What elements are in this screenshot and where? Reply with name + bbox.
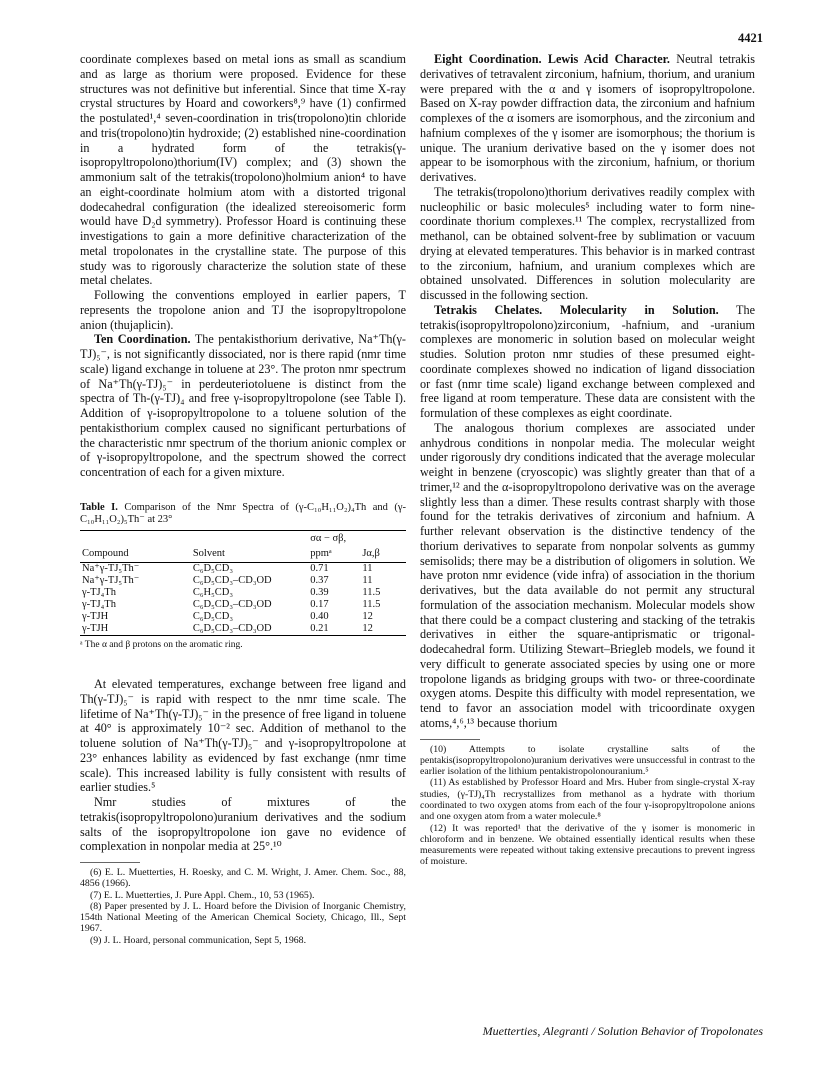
table-row xyxy=(80,563,406,576)
table-cell: γ-TJ₄Th xyxy=(82,599,116,611)
table-cell: C₆D₅CD₃ xyxy=(192,611,233,623)
table-cell: γ-TJ₄Th xyxy=(82,587,116,599)
table-cell: γ-TJH xyxy=(82,623,109,635)
table-title: Comparison of the Nmr Spectra of (γ-C₁₀H₁₁O₂)₄Th and (γ-C₁₀H₁₁O₂)₅Th⁻ at 23° xyxy=(80,501,406,525)
section-heading: Ten Coordination. xyxy=(94,332,191,347)
nmr-table xyxy=(80,530,406,637)
table-cell: C₆D₅CD₃–CD₃OD xyxy=(192,599,272,611)
table-cell: 11.5 xyxy=(362,587,381,599)
table-cell: 0.21 xyxy=(310,623,329,635)
body-paragraph: The tetrakis(tropolono)thorium derivatives readily complex with nucleophilic or basic molecules⁵ including water to form nine-coordinate thorium complexes.¹¹ The complex, recrystallized from methanol, can be obtained solvent-free by sublimation or vacuum drying at elevated temperatures. This behavior is in marked contrast to the zirconium, hafnium, and uranium complexes which are obtained unsolvated. Differences in solution molecularity are discussed in the following section. xyxy=(420,184,755,302)
footnote: (11) As established by Professor Hoard and Mrs. Huber from single-crystal X-ray studies, (γ-TJ)₄Th recrystallizes from methanol as a hydrate with thorium coordinated to two oxygen atoms from each of the four γ-isopropyltropolone anions and one oxygen atom from a water molecule.⁸ xyxy=(420,777,755,823)
table-cell: C₆H₅CD₃ xyxy=(192,587,233,599)
table-cell: γ-TJH xyxy=(82,611,109,623)
footnote: (10) Attempts to isolate crystalline salts of the pentakis(isopropyltropolono)uranium derivatives were unsuccessful in contrast to the earlier isolation of the lithium pentakistropolonouranium.⁵ xyxy=(420,743,755,778)
table-cell: 12 xyxy=(362,611,373,623)
footnote: (8) Paper presented by J. L. Hoard before the Division of Inorganic Chemistry, 154th National Meeting of the American Chemical Society, Chicago, Ill., Sept 1967. xyxy=(80,900,406,935)
table-cell: 0.40 xyxy=(310,611,329,623)
running-footer: Muetterties, Alegranti / Solution Behavior of Tropolonates xyxy=(482,1024,763,1038)
body-paragraph: Nmr studies of mixtures of the tetrakis(isopropyltropolono)uranium derivatives and the sodium salts of the isopropyltropolone ion gave no evidence of complexation in nonpolar media at 25°.¹⁰ xyxy=(80,795,406,854)
table-caption xyxy=(80,502,406,526)
table-cell: 0.71 xyxy=(310,563,329,575)
body-paragraph: At elevated temperatures, exchange between free ligand and Th(γ-TJ)₅⁻ is rapid with respect to the nmr time scale. The lifetime of Na⁺Th(γ-TJ)₅⁻ in the presence of free ligand in toluene at 40° is approximately 10⁻² sec. Addition of methanol to the toluene solution of Na⁺Th(γ-TJ)₅⁻ and γ-isopropyltropolone at 23° enhances lability as evidenced by fast exchange (nmr time scale). This increased lability is fully consistent with results of earlier studies.⁵ xyxy=(80,677,406,795)
table-row xyxy=(80,623,406,636)
right-column xyxy=(420,52,755,868)
footnote: (6) E. L. Muetterties, H. Roesky, and C. M. Wright, J. Amer. Chem. Soc., 88, 4856 (1966). xyxy=(80,867,406,890)
table-cell: C₆D₅CD₃–CD₃OD xyxy=(192,575,272,587)
table-cell: Na⁺γ-TJ₅Th⁻ xyxy=(82,563,140,575)
section-paragraph xyxy=(420,52,755,185)
footnote: (12) It was reported¹ that the derivative of the γ isomer is monomeric in chloroform and in benzene. We obtained essentially identical results when these measurements were repeated without taking extensive precautions to prevent ingress of moisture. xyxy=(420,822,755,868)
table-cell: C₆D₅CD₃–CD₃OD xyxy=(192,623,272,635)
table-cell: 11 xyxy=(362,575,373,587)
table-cell: Na⁺γ-TJ₅Th⁻ xyxy=(82,575,140,587)
table-cell: 12 xyxy=(362,623,373,635)
table-footnote: ᵃ The α and β protons on the aromatic ring. xyxy=(80,640,243,651)
table-cell: 11.5 xyxy=(362,599,381,611)
table-row xyxy=(80,599,406,611)
table-cell: 0.39 xyxy=(310,587,329,599)
table-header: Compound xyxy=(82,547,129,559)
section-paragraph xyxy=(80,332,406,480)
footnote-divider xyxy=(80,862,140,863)
table-cell: 0.17 xyxy=(310,599,329,611)
table-row xyxy=(80,611,406,623)
table-cell: 11 xyxy=(362,563,373,575)
table-header: σα − σβ, ppmᵃ xyxy=(310,532,347,559)
body-paragraph: The analogous thorium complexes are associated under anhydrous conditions in nonpolar media. The molecular weight under rigorously dry conditions indicated that the average molecular weight in benzene (cryoscopic) was slightly greater than that of a trimer,¹² and the α-isopropyltropolono derivative was on the average slightly less than a dimer. These results contrast sharply with those found for the tetrakis derivatives of zirconium and hafnium. A further relevant observation is the distinctive tendency of the thorium derivatives to separate from nonpolar solvents as gummy semisolids; there may be a distribution of oligomers in solution. We have proton nmr evidence (vide infra) of association in the thorium derivatives, but the data available do not permit any structural formulation of the association mechanism. Molecular models show that there could be a compact clustering and stacking of the tetrakis derivatives in either the square-antiprismatic or trigonal-dodecahedral form. Utilizing Stewart–Briegleb models, we found it very difficult to generate associated species by using one or more tropolone ligands as bridging groups with two- or three-coordinate oxygen atoms. Despite this difficulty with model representation, we tend to favor an association model with tricoordinate oxygen atoms,⁴,⁶,¹³ because thorium xyxy=(420,420,755,730)
table-row xyxy=(80,587,406,599)
table-cell: C₆D₅CD₃ xyxy=(192,563,233,575)
footnotes xyxy=(80,867,406,946)
table-label: Table I. xyxy=(80,501,118,513)
table-header: Jα,β xyxy=(362,547,380,559)
table-cell: 0.37 xyxy=(310,575,329,587)
table-row xyxy=(80,575,406,587)
body-paragraph: coordinate complexes based on metal ions as small as scandium and as large as thorium were proposed. Evidence for these structures was not definitive but inferential. Since that time X-ray crystal structures by Hoard and coworkers⁸,⁹ have (1) confirmed the postulated¹,⁴ seven-coordination in tris(tropolono)tin chloride and tris(tropolono)tin hydroxide; (2) established nine-coordination in a hydrated form of the tetrakis(γ-isopropyltropolono)thorium(IV) complex; and (3) shown the ammonium salt of the tetrakis(tropolono)holmium anion⁴ to have an eight-coordinate holmium atom with a distorted trigonal dodecahedral configuration (the idealized stereoisomeric form would have D₂d symmetry). Professor Hoard is continuing these investigations to gain a more definitive characterization of the metal tropolonates in the crystalline state. The purpose of this study was to rigorously characterize the solution state of these metal chelates. xyxy=(80,52,406,288)
footnotes xyxy=(420,744,755,868)
table-header-row xyxy=(80,530,406,563)
section-heading: Eight Coordination. Lewis Acid Character. xyxy=(434,52,670,66)
section-text: Neutral tetrakis derivatives of tetravalent zirconium, hafnium, thorium, and uranium were prepared with the α and γ isomers of isopropyltropolone. Based on X-ray powder diffraction data, the zirconium and hafnium complexes of the α isomers are isomorphous, and the zirconium and hafnium complexes of the γ isomer are isomorphous; the thorium is unique. The uranium derivative based on the γ isomer does not appear to be isomorphous with the zirconium, hafnium, or thorium derivatives. xyxy=(420,52,755,184)
section-text: The pentakisthorium derivative, Na⁺Th(γ-TJ)₅⁻, is not significantly dissociated, nor is there rapid (nmr time scale) ligand exchange in toluene at 23°. The proton nmr spectrum of Na⁺Th(γ-TJ)₅⁻ in perdeuteriotoluene is distinct from the spectra of Th-(γ-TJ)₄ and free γ-isopropyltropolone (see Table I). Addition of γ-isopropyltropolone to a toluene solution of the pentakisthorium complex caused no significant perturbations of the characteristic nmr spectrum of the thorium anionic complex or of γ-isopropyltropolone, and the spectrum showed the correct concentration of each for a given mixture. xyxy=(80,332,406,479)
page-number: 4421 xyxy=(738,31,763,45)
footnote-divider xyxy=(420,739,480,740)
footnote: (7) E. L. Muetterties, J. Pure Appl. Chem., 10, 53 (1965). xyxy=(90,889,315,901)
footnote: (9) J. L. Hoard, personal communication, Sept 5, 1968. xyxy=(90,934,307,946)
section-heading: Tetrakis Chelates. Molecularity in Solution. xyxy=(434,302,719,317)
left-column xyxy=(80,52,406,946)
section-text: The tetrakis(isopropyltropolono)zirconium, -hafnium, and -uranium complexes are monomeric in solution based on molecular weight studies. Solution proton nmr studies of these presumed eight-coordinate complexes showed no indication of ligand dissociation or fast (nmr time scale) ligand exchange between complexed and free ligand at room temperature. These data are consistent with the formulation of these complexes as eight coordinate. xyxy=(420,302,755,420)
body-paragraph: Following the conventions employed in earlier papers, T represents the tropolone anion and TJ the isopropyltropolone anion (thujaplicin). xyxy=(80,288,406,332)
section-paragraph xyxy=(420,303,755,421)
table-header: Solvent xyxy=(192,547,225,559)
